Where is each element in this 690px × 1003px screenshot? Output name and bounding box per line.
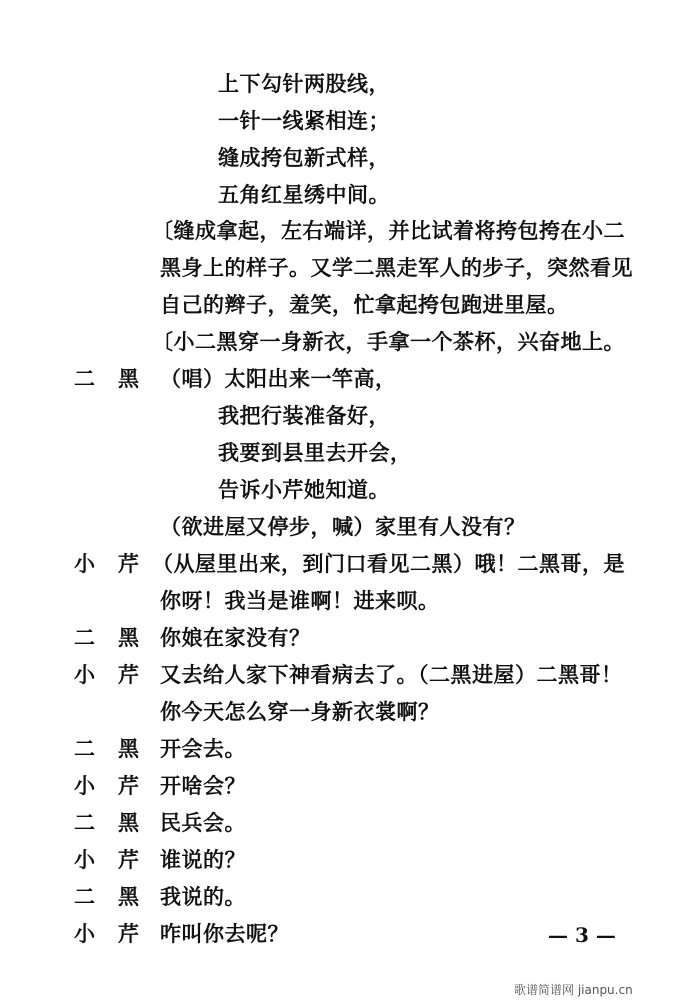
speaker-label <box>74 883 139 911</box>
dialogue-line: 你今天怎么穿一身新衣裳啊？ <box>160 699 440 724</box>
page-number: — 3 — <box>548 923 616 947</box>
speaker-char-2: 黑 <box>118 625 139 650</box>
speaker-char-2: 芹 <box>118 773 139 798</box>
speaker-char-1: 二 <box>74 736 95 761</box>
dialogue-line: 谁说的？ <box>160 847 246 872</box>
speaker-char-2: 黑 <box>118 736 139 761</box>
song-line-4: 五角红星绣中间。 <box>218 182 390 207</box>
speaker-char-2: 芹 <box>118 551 139 576</box>
speaker-char-1: 小 <box>74 773 95 798</box>
speaker-label <box>74 920 139 948</box>
speaker-label <box>74 809 139 837</box>
dialogue-line: 民兵会。 <box>160 810 246 835</box>
dialogue-line: 我说的。 <box>160 884 246 909</box>
speaker-char-1: 二 <box>74 366 95 391</box>
stage-direction-1-line-2: 黑身上的样子。又学二黑走军人的步子，突然看见 <box>160 255 633 280</box>
song-line: 告诉小芹她知道。 <box>218 477 390 502</box>
speaker-char-1: 二 <box>74 810 95 835</box>
song-line: 我把行装准备好， <box>218 403 390 428</box>
dialogue-line: 咋叫你去呢？ <box>160 921 289 946</box>
speaker-label <box>74 550 139 578</box>
song-line-3: 缝成挎包新式样， <box>218 145 390 170</box>
speaker-char-2: 芹 <box>118 847 139 872</box>
speaker-label <box>74 735 139 763</box>
dialogue-line: 你娘在家没有？ <box>160 625 311 650</box>
speaker-char-1: 二 <box>74 625 95 650</box>
song-line-1: 上下勾针两股线， <box>218 71 390 96</box>
stage-direction-inline: （欲进屋又停步，喊）家里有人没有？ <box>160 514 526 539</box>
stage-direction-1-line-1: 〔缝成拿起，左右端详，并比试着将挎包挎在小二 <box>152 218 625 243</box>
song-line: 我要到县里去开会， <box>218 440 412 465</box>
stage-direction-1-line-3: 自己的辫子，羞笑，忙拿起挎包跑进里屋。 <box>160 292 569 317</box>
song-line-2: 一针一线紧相连； <box>218 108 390 133</box>
dialogue-line: （唱）太阳出来一竿高， <box>160 366 397 391</box>
stage-direction-2: 〔小二黑穿一身新衣，手拿一个茶杯，兴奋地上。 <box>152 329 625 354</box>
speaker-char-2: 黑 <box>118 884 139 909</box>
speaker-label <box>74 772 139 800</box>
speaker-char-1: 小 <box>74 551 95 576</box>
speaker-char-1: 小 <box>74 847 95 872</box>
speaker-char-2: 黑 <box>118 366 139 391</box>
speaker-label <box>74 624 139 652</box>
speaker-char-1: 二 <box>74 884 95 909</box>
speaker-label <box>74 661 139 689</box>
speaker-char-1: 小 <box>74 662 95 687</box>
dialogue-line: 又去给人家下神看病去了。（二黑进屋）二黑哥！ <box>160 662 623 687</box>
dialogue-line: （从屋里出来，到门口看见二黑）哦！二黑哥，是 <box>152 551 625 576</box>
dialogue-line: 你呀！我当是谁啊！进来呗。 <box>160 588 440 613</box>
dialogue-line: 开啥会？ <box>160 773 246 798</box>
speaker-char-2: 黑 <box>118 810 139 835</box>
dialogue-line: 开会去。 <box>160 736 246 761</box>
speaker-char-2: 芹 <box>118 662 139 687</box>
speaker-char-1: 小 <box>74 921 95 946</box>
speaker-label <box>74 846 139 874</box>
speaker-char-2: 芹 <box>118 921 139 946</box>
speaker-label <box>74 365 139 393</box>
site-watermark: 歌谱简谱网 jianpu.cn <box>514 983 633 997</box>
